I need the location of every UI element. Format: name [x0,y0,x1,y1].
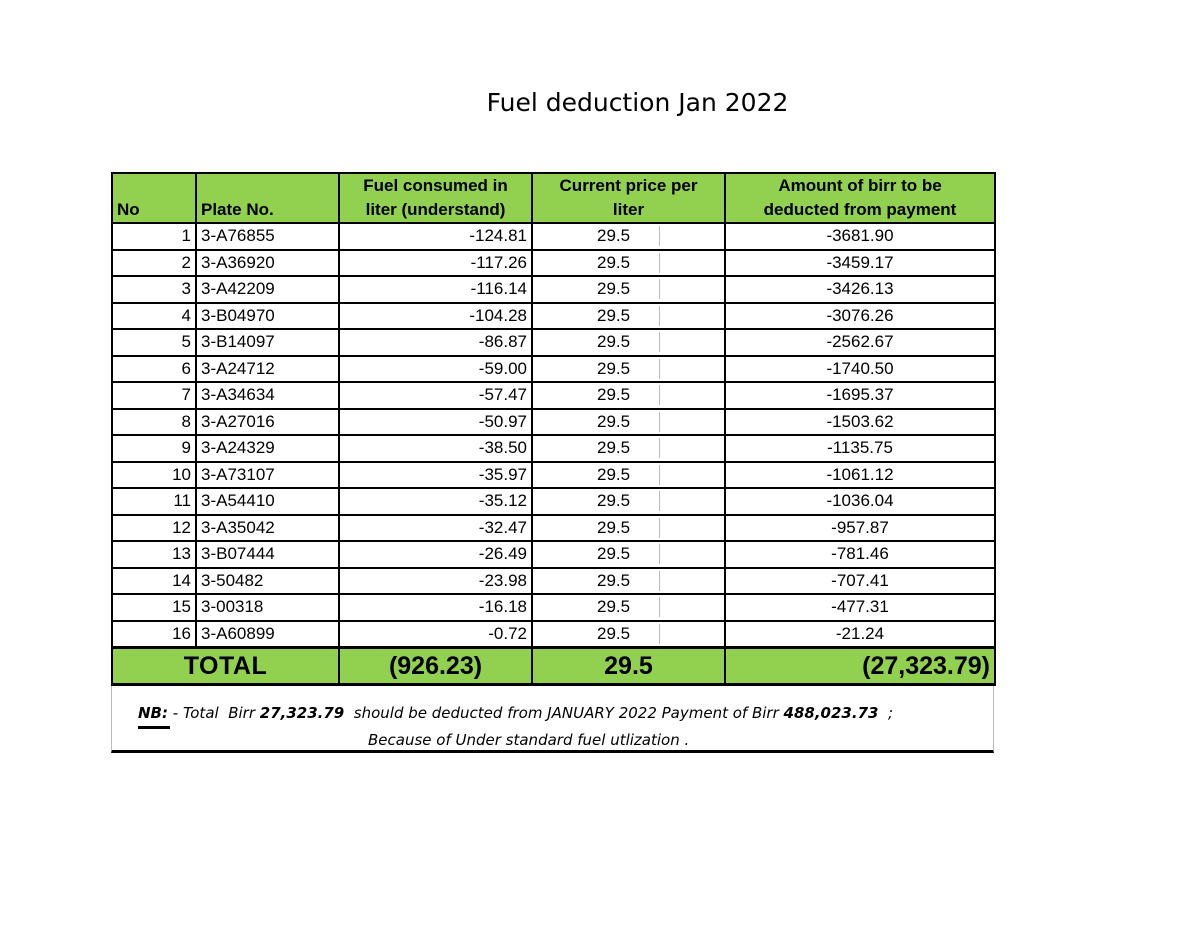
row-amount: -1740.50 [725,356,995,383]
header-fuel-line1: Fuel consumed in [363,176,508,195]
row-amount: -781.46 [725,541,995,568]
table-row [112,594,995,621]
row-price-value: 29.5 [597,597,660,617]
table-row [112,488,995,515]
row-no: 10 [112,462,196,489]
row-fuel: -35.97 [339,462,532,489]
row-no: 16 [112,621,196,648]
row-no: 3 [112,276,196,303]
row-amount: -957.87 [725,515,995,542]
row-price [532,515,725,542]
data-table [111,172,996,686]
row-no: 2 [112,250,196,277]
row-fuel: -23.98 [339,568,532,595]
table-row [112,276,995,303]
row-amount: -21.24 [725,621,995,648]
row-amount: -1503.62 [725,409,995,436]
header-no: No [112,173,196,223]
table-row [112,329,995,356]
row-fuel: -38.50 [339,435,532,462]
nb-underline [138,726,170,729]
row-price [532,462,725,489]
row-price-value: 29.5 [597,544,660,564]
row-price-value: 29.5 [597,518,660,538]
row-price [532,329,725,356]
row-price [532,594,725,621]
row-plate: 3-A36920 [196,250,339,277]
row-plate: 3-50482 [196,568,339,595]
header-amount-line2: deducted from payment [763,200,957,219]
nb-label: NB: [138,704,168,722]
row-plate: 3-B04970 [196,303,339,330]
table-row [112,541,995,568]
note-box [111,686,994,753]
row-no: 15 [112,594,196,621]
row-plate: 3-A35042 [196,515,339,542]
row-plate: 3-B07444 [196,541,339,568]
row-no: 7 [112,382,196,409]
row-no: 1 [112,223,196,250]
row-price [532,382,725,409]
total-row [112,648,995,685]
row-fuel: -16.18 [339,594,532,621]
row-fuel: -32.47 [339,515,532,542]
row-price [532,621,725,648]
row-fuel: -57.47 [339,382,532,409]
row-amount: -1695.37 [725,382,995,409]
table-body [112,223,995,648]
table-row [112,409,995,436]
note-total-birr: 27,323.79 [259,704,345,722]
row-amount: -1061.12 [725,462,995,489]
row-amount: -3681.90 [725,223,995,250]
row-plate: 3-A34634 [196,382,339,409]
table-row [112,382,995,409]
row-amount: -2562.67 [725,329,995,356]
row-no: 11 [112,488,196,515]
table-row [112,515,995,542]
row-no: 8 [112,409,196,436]
row-plate: 3-B14097 [196,329,339,356]
note-suffix: ; [878,704,894,722]
page-title: Fuel deduction Jan 2022 [486,88,789,117]
row-plate: 3-00318 [196,594,339,621]
note-line2: Because of Under standard fuel utlization . [368,731,690,749]
row-price [532,223,725,250]
row-price-value: 29.5 [597,491,660,511]
row-price-value: 29.5 [597,571,660,591]
row-plate: 3-A27016 [196,409,339,436]
row-price [532,568,725,595]
row-fuel: -116.14 [339,276,532,303]
header-amount [725,173,995,223]
row-fuel: -59.00 [339,356,532,383]
table-row [112,356,995,383]
row-price-value: 29.5 [597,624,660,644]
row-amount: -3076.26 [725,303,995,330]
row-no: 4 [112,303,196,330]
row-price-value: 29.5 [597,385,660,405]
row-amount: -3459.17 [725,250,995,277]
row-no: 12 [112,515,196,542]
row-price [532,356,725,383]
header-amount-line1: Amount of birr to be [778,176,942,195]
total-fuel: (926.23) [339,648,532,685]
table-row [112,223,995,250]
row-price-value: 29.5 [597,359,660,379]
row-plate: 3-A42209 [196,276,339,303]
table-row [112,250,995,277]
row-price [532,250,725,277]
row-price-value: 29.5 [597,465,660,485]
table-row [112,462,995,489]
row-price-value: 29.5 [597,253,660,273]
row-no: 9 [112,435,196,462]
header-price-line1: Current price per [559,176,698,195]
row-price [532,488,725,515]
row-amount: -477.31 [725,594,995,621]
row-no: 14 [112,568,196,595]
note-payment-birr: 488,023.73 [783,704,879,722]
note-prefix: - Total Birr [168,704,260,722]
row-no: 5 [112,329,196,356]
fuel-deduction-table [111,172,994,753]
row-price-value: 29.5 [597,279,660,299]
row-plate: 3-A60899 [196,621,339,648]
row-price-value: 29.5 [597,306,660,326]
table-row [112,621,995,648]
row-no: 13 [112,541,196,568]
row-price-value: 29.5 [597,438,660,458]
note-middle: should be deducted from JANUARY 2022 Payment of Birr [344,704,784,722]
row-fuel: -104.28 [339,303,532,330]
row-no: 6 [112,356,196,383]
row-price [532,541,725,568]
row-fuel: -26.49 [339,541,532,568]
note-line1 [138,704,893,722]
row-plate: 3-A73107 [196,462,339,489]
row-price [532,303,725,330]
total-amount: (27,323.79) [725,648,995,685]
row-fuel: -124.81 [339,223,532,250]
row-price-value: 29.5 [597,332,660,352]
row-plate: 3-A24712 [196,356,339,383]
total-label: TOTAL [112,648,339,685]
header-fuel [339,173,532,223]
row-amount: -3426.13 [725,276,995,303]
header-row [112,173,995,223]
row-amount: -1036.04 [725,488,995,515]
row-price-value: 29.5 [597,226,660,246]
row-plate: 3-A76855 [196,223,339,250]
row-fuel: -117.26 [339,250,532,277]
table-row [112,435,995,462]
row-fuel: -86.87 [339,329,532,356]
header-price-line2: liter [612,200,645,219]
row-price [532,276,725,303]
row-price [532,409,725,436]
header-price [532,173,725,223]
row-amount: -707.41 [725,568,995,595]
row-amount: -1135.75 [725,435,995,462]
row-price [532,435,725,462]
row-plate: 3-A24329 [196,435,339,462]
row-fuel: -0.72 [339,621,532,648]
table-row [112,303,995,330]
table-row [112,568,995,595]
total-price: 29.5 [532,648,725,685]
header-fuel-line2: liter (understand) [365,200,506,219]
row-fuel: -50.97 [339,409,532,436]
row-price-value: 29.5 [597,412,660,432]
header-plate: Plate No. [196,173,339,223]
row-fuel: -35.12 [339,488,532,515]
row-plate: 3-A54410 [196,488,339,515]
